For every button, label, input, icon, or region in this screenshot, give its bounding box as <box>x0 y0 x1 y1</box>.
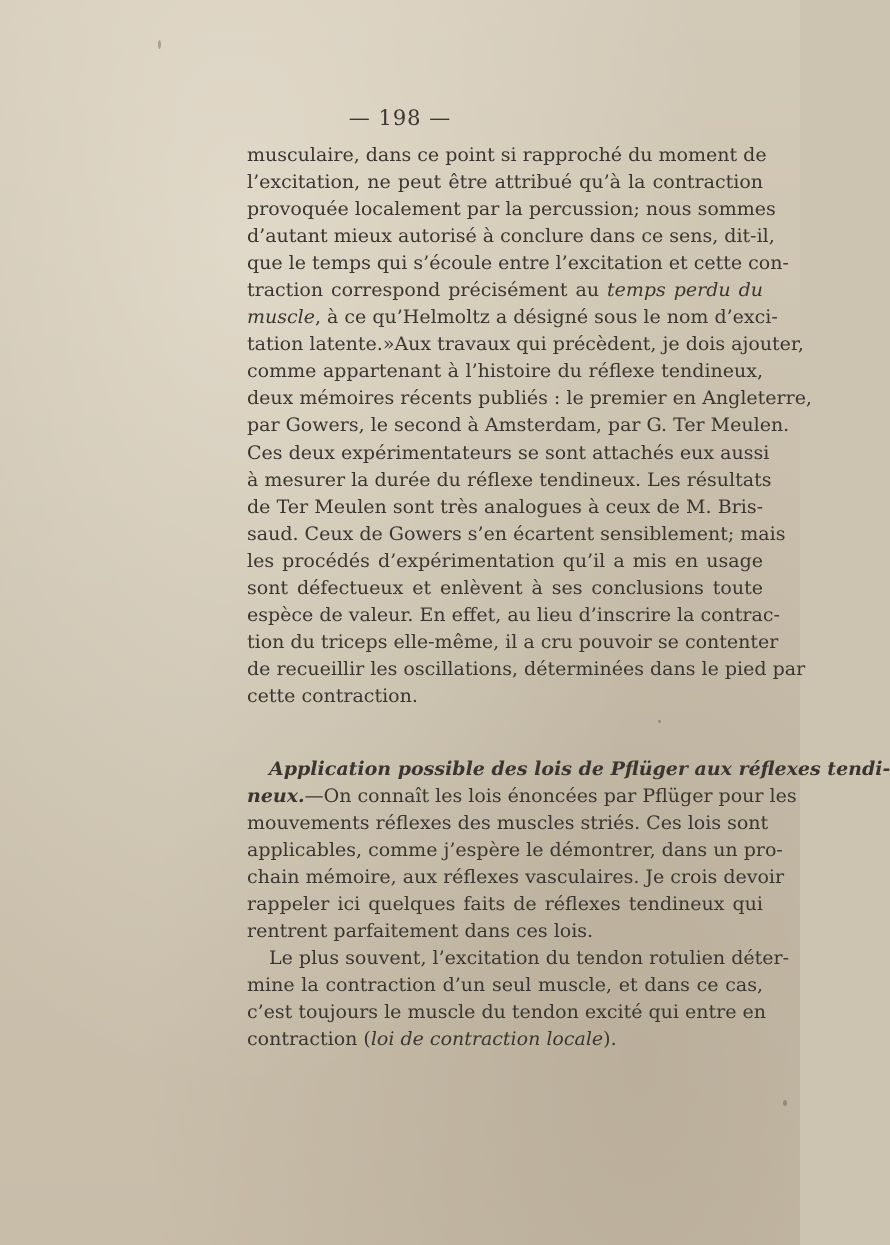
text-run: contraction ( <box>247 1028 371 1051</box>
text-line <box>247 783 797 810</box>
section-gap <box>247 710 763 756</box>
text-line: par Gowers, le second à Amsterdam, par G. Ter Meulen. <box>247 414 790 437</box>
page-body <box>247 142 890 1054</box>
text-line: les procédés d’expérimentation qu’il a mis en usage <box>247 549 763 572</box>
page-number: — 198 — <box>348 106 452 130</box>
text-line <box>247 304 778 331</box>
text-run: ). <box>603 1028 617 1051</box>
text-line: que le temps qui s’écoule entre l’excitation et cette con- <box>247 252 789 275</box>
text-line: mouvements réflexes des muscles striés. Ces lois sont <box>247 812 769 835</box>
section-heading: Application possible des lois de Pflüger aux réflexes tendi- <box>269 757 890 780</box>
text-line <box>247 1026 763 1053</box>
text-line: rappeler ici quelques faits de réflexes tendineux qui <box>247 893 763 916</box>
text-line: tion du triceps elle-même, il a cru pouvoir se contenter <box>247 630 779 653</box>
text-line: cette contraction. <box>247 684 418 707</box>
text-line: de Ter Meulen sont très analogues à ceux de M. Bris- <box>247 495 763 518</box>
text-line: à mesurer la durée du réflexe tendineux. Les résultats <box>247 468 772 491</box>
text-line: espèce de valeur. En effet, au lieu d’inscrire la contrac- <box>247 603 780 626</box>
paragraph-one <box>247 142 812 710</box>
italic-term: temps perdu du <box>607 279 763 302</box>
paragraph-three <box>247 945 789 1053</box>
section-heading-end: neux. <box>247 785 305 808</box>
text-line <box>247 277 763 304</box>
section-pfluger <box>247 756 890 945</box>
text-run: traction correspond précisément au <box>247 279 607 302</box>
text-line: chain mémoire, aux réflexes vasculaires. Je crois devoir <box>247 866 785 889</box>
text-line: applicables, comme j’espère le démontrer, dans un pro- <box>247 839 783 862</box>
text-line: tation latente.»Aux travaux qui précèdent, je dois ajouter, <box>247 333 804 356</box>
text-line: mine la contraction d’un seul muscle, et dans ce cas, <box>247 974 763 997</box>
paper-speck <box>783 1100 787 1106</box>
text-line: l’excitation, ne peut être attribué qu’à la contraction <box>247 171 763 194</box>
italic-term: loi de contraction locale <box>370 1028 604 1051</box>
text-line: de recueillir les oscillations, déterminées dans le pied par <box>247 657 806 680</box>
text-run: , à ce qu’Helmoltz a désigné sous le nom d’exci- <box>314 306 778 329</box>
paper-speck <box>158 40 161 49</box>
text-line: d’autant mieux autorisé à conclure dans ce sens, dit-il, <box>247 225 775 248</box>
text-line: saud. Ceux de Gowers s’en écartent sensiblement; mais <box>247 522 786 545</box>
text-line: rentrent parfaitement dans ces lois. <box>247 920 594 943</box>
text-line: comme appartenant à l’histoire du réflexe tendineux, <box>247 360 763 383</box>
text-run: —On connaît les lois énoncées par Pflüger pour les <box>304 785 797 808</box>
text-line: c’est toujours le muscle du tendon excité qui entre en <box>247 1001 766 1024</box>
italic-term: muscle <box>247 306 315 329</box>
text-line: musculaire, dans ce point si rapproché du moment de <box>247 144 767 166</box>
text-line: Ces deux expérimentateurs se sont attachés eux aussi <box>247 441 770 464</box>
text-line: provoquée localement par la percussion; nous sommes <box>247 198 776 221</box>
text-line: deux mémoires récents publiés : le premier en Angleterre, <box>247 387 812 410</box>
text-line: sont défectueux et enlèvent à ses conclusions toute <box>247 576 763 599</box>
text-line: Le plus souvent, l’excitation du tendon rotulien déter- <box>269 947 789 970</box>
